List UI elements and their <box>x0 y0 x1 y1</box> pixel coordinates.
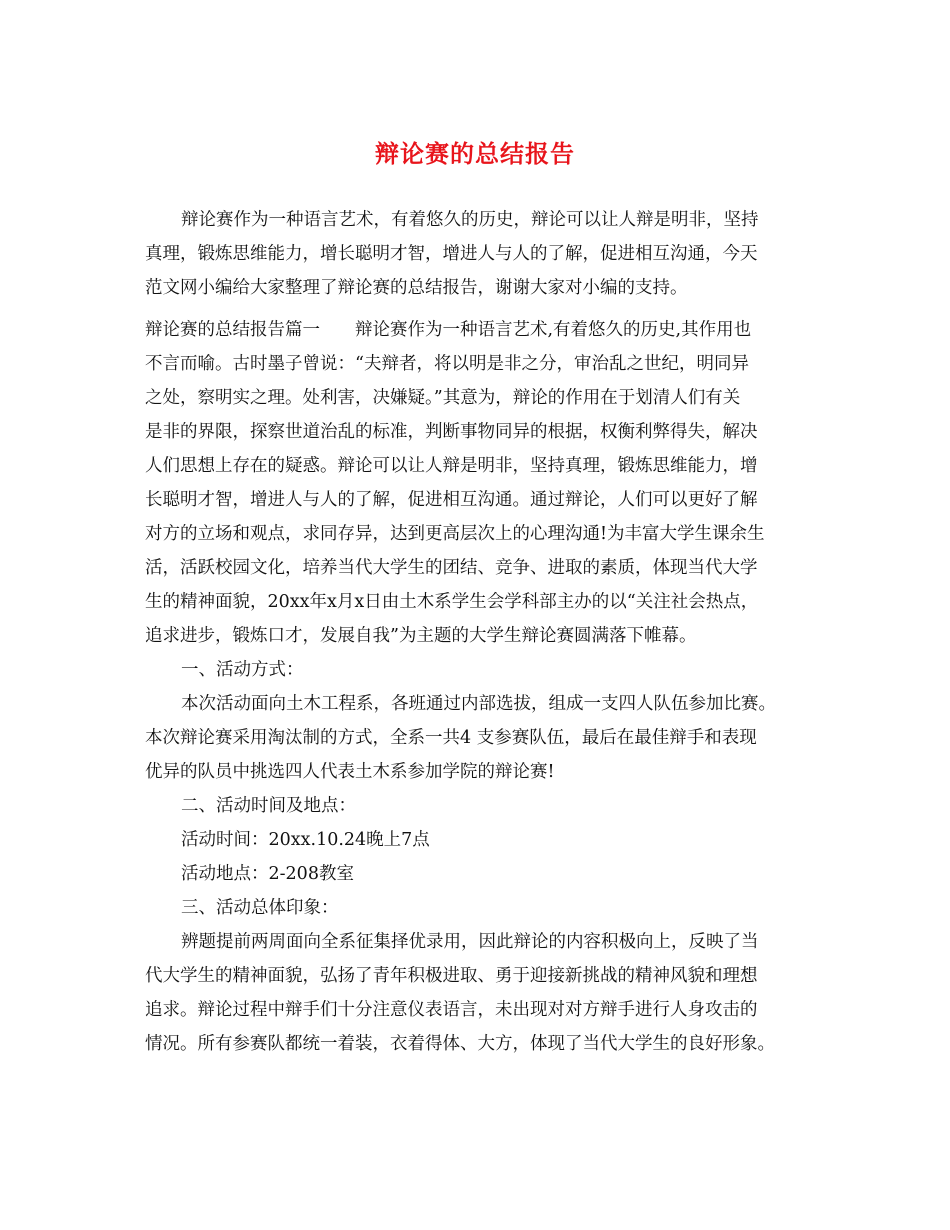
text-line: 人们思想上存在的疑惑。辩论可以让人辩是明非，坚持真理，锻炼思维能力，增 <box>145 456 758 476</box>
text-line: 追求进步，锻炼口才，发展自我”为主题的大学生辩论赛圆满落下帷幕。 <box>145 626 697 646</box>
text-line: 一、活动方式： <box>181 660 304 680</box>
text-line: 不言而喻。古时墨子曾说：“夫辩者，将以明是非之分，审治乱之世纪，明同异 <box>145 354 749 374</box>
text-line: 本次辩论赛采用淘汰制的方式，全系一共4 支参赛队伍，最后在最佳辩手和表现 <box>145 728 757 748</box>
text-line: 活，活跃校园文化，培养当代大学生的团结、竞争、进取的素质，体现当代大学 <box>145 558 758 578</box>
text-line: 之处，察明实之理。处利害，决嫌疑。”其意为，辩论的作用在于划清人们有关 <box>145 388 741 408</box>
text-line: 追求。辩论过程中辩手们十分注意仪表语言，未出现对对方辩手进行人身攻击的 <box>145 1000 758 1020</box>
text-line: 辩论赛作为一种语言艺术，有着悠久的历史，辩论可以让人辩是明非，坚持 <box>181 210 759 230</box>
text-line: 辩论赛的总结报告篇一 辩论赛作为一种语言艺术,有着悠久的历史,其作用也 <box>145 320 752 340</box>
text-line: 活动时间：20xx.10.24晚上7点 <box>181 830 430 850</box>
document-title: 辩论赛的总结报告 <box>375 139 575 168</box>
text-line: 三、活动总体印象： <box>181 898 339 918</box>
text-line: 对方的立场和观点，求同存异，达到更高层次上的心理沟通!为丰富大学生课余生 <box>145 524 765 544</box>
document-body <box>145 203 815 1061</box>
text-line: 代大学生的精神面貌，弘扬了青年积极进取、勇于迎接新挑战的精神风貌和理想 <box>145 966 758 986</box>
text-line: 范文网小编给大家整理了辩论赛的总结报告，谢谢大家对小编的支持。 <box>145 278 688 298</box>
text-line: 二、活动时间及地点： <box>181 796 356 816</box>
text-line: 生的精神面貌，20xx年x月x日由土木系学生会学科部主办的以“关注社会热点， <box>145 592 759 612</box>
text-line: 情况。所有参赛队都统一着装，衣着得体、大方，体现了当代大学生的良好形象。 <box>145 1034 775 1054</box>
text-line: 长聪明才智，增进人与人的了解，促进相互沟通。通过辩论，人们可以更好了解 <box>145 490 758 510</box>
text-line: 是非的界限，探察世道治乱的标准，判断事物同异的根据，权衡利弊得失，解决 <box>145 422 758 442</box>
text-line: 真理，锻炼思维能力，增长聪明才智，增进人与人的了解，促进相互沟通，今天 <box>145 244 758 264</box>
text-line: 辨题提前两周面向全系征集择优录用，因此辩论的内容积极向上，反映了当 <box>181 932 759 952</box>
text-line: 活动地点：2-208教室 <box>181 864 354 884</box>
text-line: 优异的队员中挑选四人代表土木系参加学院的辩论赛! <box>145 762 555 782</box>
text-line: 本次活动面向土木工程系，各班通过内部选拔，组成一支四人队伍参加比赛。 <box>181 694 776 714</box>
